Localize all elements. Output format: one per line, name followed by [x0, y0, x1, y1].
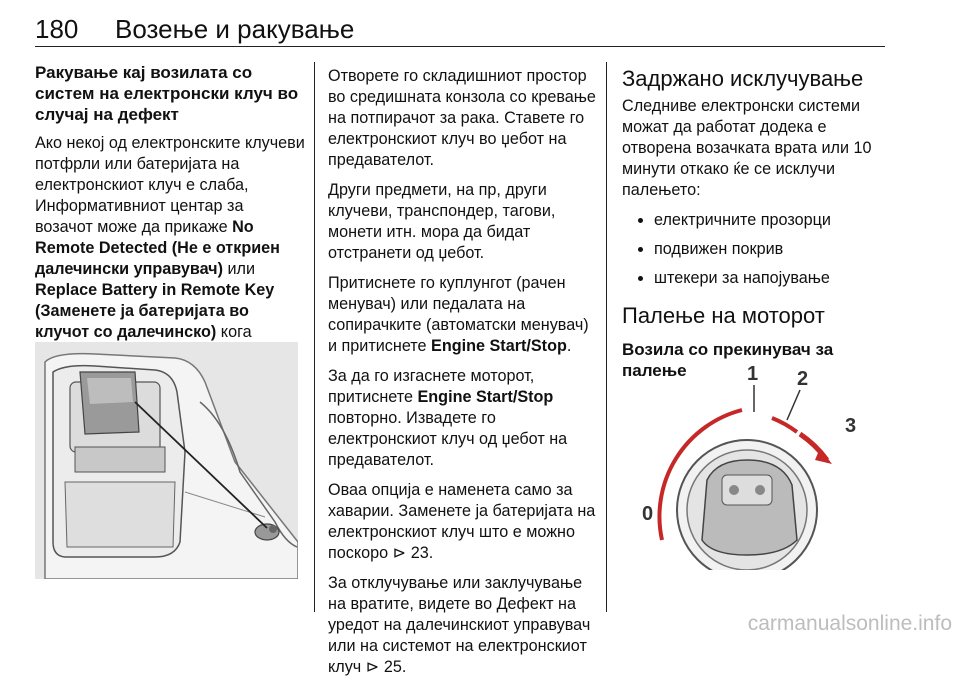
section-heading-retained-power: Задржано исклучување: [622, 66, 864, 91]
text: Оваа опција е наменета само за хаварии. Заменете ја батеријата на електронскиот клуч што е можно поскоро: [328, 481, 596, 562]
column-divider-1: [314, 62, 315, 612]
position-label-2: 2: [797, 368, 809, 390]
page-reference[interactable]: 23: [410, 544, 429, 562]
text: Ако некој од електронските клучеви потфрли или батеријата на електронскиот клуч е слаба, Информативниот центар за возачот може да прикаже: [35, 134, 305, 236]
page-reference-icon: ⊳: [392, 544, 407, 562]
position-label-0: 0: [642, 503, 654, 525]
list-item: • електричните прозорци: [654, 210, 892, 231]
column-2: [328, 66, 600, 687]
page-reference-icon: ⊳: [365, 658, 380, 676]
list-item: • штекери за напојување: [654, 268, 892, 289]
console-pocket-illustration: [35, 342, 298, 579]
engine-start-stop-label: Engine Start/Stop: [431, 337, 567, 355]
text: За отклучување или заклучување на вратите, видете во Дефект на уредот на далечинскиот управувач или на системот на електронскиот клуч: [328, 574, 591, 676]
engine-start-stop-label: Engine Start/Stop: [417, 388, 554, 406]
text: .: [428, 544, 434, 562]
paragraph-stop-engine: [328, 366, 600, 471]
paragraph-other-objects: Други предмети, на пр, други клучеви, транспондер, тагови, монети итн. мора да бидат отстранети од џебот.: [328, 181, 556, 262]
paragraph-emergency-only: [328, 480, 600, 564]
header-rule: [35, 46, 885, 47]
text: повторно. Извадете го електронскиот клуч од џебот на предавателот.: [328, 409, 568, 469]
position-label-3: 3: [845, 415, 857, 437]
section-heading-starting-engine: Палење на моторот: [622, 303, 825, 328]
message-no-remote: No Remote Detected (Не е откриен далечински управувач): [35, 218, 280, 278]
ignition-switch-illustration: [622, 360, 884, 570]
position-label-1: 1: [747, 363, 759, 385]
paragraph-unlock-doors: [328, 573, 600, 678]
column-1: [35, 62, 305, 373]
text: Притиснете го куплунгот (рачен менувач) или педалата на сопирачките (автоматски менувач) и притиснете: [328, 274, 589, 355]
message-replace-battery: Replace Battery in Remote Key (Заменете ја батеријата во клучот со далечинско): [35, 281, 275, 341]
list-item: • подвижен покрив: [654, 239, 892, 260]
section-heading-emergency: Ракување кај возилата со систем на електронски клуч во случај на дефект: [35, 63, 299, 124]
text: .: [401, 658, 407, 676]
page-header: [35, 14, 885, 44]
subsection-heading-ignition-switch: Возила со прекинувач за палење: [622, 340, 834, 380]
paragraph-press-start: [328, 273, 600, 357]
text: или: [222, 260, 256, 278]
paragraph-retained-power: Следниве електронски системи можат да работат додека е отворена возачката врата или 10 минути откако ќе се исклучи палењето:: [622, 97, 872, 199]
page-title: Возење и ракување: [115, 14, 355, 44]
paragraph-open-storage: Отворете го складишниот простор во средишната конзола со кревање на потпирачот за рака. Ставете го електронскиот клуч во џебот на предавателот.: [328, 67, 596, 169]
text: кога: [220, 323, 252, 341]
text: .: [566, 337, 572, 355]
page-reference[interactable]: 25: [383, 658, 402, 676]
text: За да го изгаснете моторот, притиснете: [328, 367, 535, 406]
retained-power-list: [622, 210, 892, 289]
page-number: 180: [35, 14, 79, 44]
column-divider-2: [606, 62, 607, 612]
paragraph-emergency: [35, 133, 305, 364]
watermark: carmanualsonline.info: [747, 612, 952, 635]
column-3: [622, 66, 892, 389]
